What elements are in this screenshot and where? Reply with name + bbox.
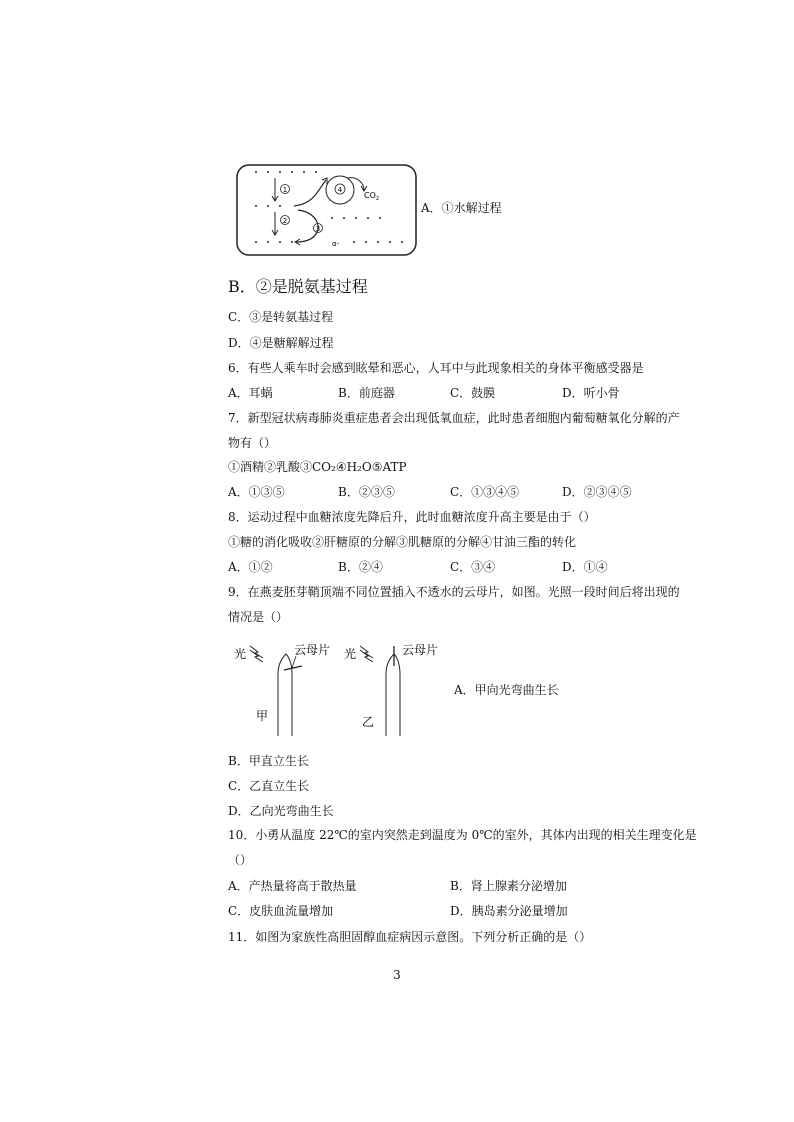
svg-text:1: 1 — [282, 186, 288, 194]
co2-label: $CO_2$ — [364, 191, 380, 202]
q5-option-b: B．②是脱氨基过程 — [228, 277, 368, 296]
q5-option-d: D．④是糖解解过程 — [228, 336, 334, 350]
q10-option-b: B．肾上腺素分泌增加 — [450, 879, 567, 893]
alpha-label: α- — [332, 240, 340, 248]
mica-label-jia: 云母片 — [294, 643, 331, 657]
q9-option-c: C．乙直立生长 — [228, 779, 310, 793]
q8-option-b: B．②④ — [338, 560, 383, 574]
page-number: 3 — [393, 968, 401, 982]
q5-option-a: A．①水解过程 — [421, 201, 502, 215]
light-label-yi: 光 — [344, 647, 357, 661]
svg-text:2: 2 — [282, 217, 288, 225]
q9-option-a: A．甲向光弯曲生长 — [454, 683, 559, 697]
q7-option-d: D．②③④⑤ — [562, 485, 632, 499]
q7-option-c: C．①③④⑤ — [450, 485, 520, 499]
q8-stem: 8．运动过程中血糖浓度先降后升，此时血糖浓度升高主要是由于（） — [228, 510, 596, 524]
q8-items: ①糖的消化吸收②肝糖原的分解③肌糖原的分解④甘油三酯的转化 — [228, 535, 577, 549]
q7-items: ①酒精②乳酸③CO₂④H₂O⑤ATP — [228, 460, 407, 474]
q7-stem-1: 7．新型冠状病毒肺炎重症患者会出现低氧血症，此时患者细胞内葡萄糖氧化分解的产 — [228, 411, 680, 425]
q9-stem-1: 9．在燕麦胚芽鞘顶端不同位置插入不透水的云母片，如图。光照一段时间后将出现的 — [228, 585, 680, 599]
svg-text:4: 4 — [337, 186, 343, 194]
q6-option-b: B．前庭器 — [338, 386, 395, 400]
q7-option-b: B．②③⑤ — [338, 485, 395, 499]
label-jia: 甲 — [256, 709, 269, 723]
mica-label-yi: 云母片 — [402, 643, 439, 657]
q10-option-d: D．胰岛素分泌量增加 — [450, 904, 568, 918]
q6-option-a: A．耳蜗 — [228, 386, 273, 400]
q6-option-c: C．鼓膜 — [450, 386, 496, 400]
metabolism-diagram — [236, 162, 418, 258]
q11-stem: 11．如图为家族性高胆固醇血症病因示意图。下列分析正确的是（） — [228, 930, 592, 944]
light-label-jia: 光 — [234, 647, 247, 661]
q9-option-b: B．甲直立生长 — [228, 754, 309, 768]
q10-option-a: A．产热量将高于散热量 — [228, 879, 357, 893]
q9-stem-2: 情况是（） — [228, 610, 289, 624]
q5-option-c: C．③是转氨基过程 — [228, 310, 334, 324]
label-yi: 乙 — [362, 715, 375, 729]
q7-stem-2: 物有（） — [228, 436, 277, 450]
coleoptile-diagram — [228, 636, 448, 744]
q6-option-d: D．听小骨 — [562, 386, 620, 400]
q10-option-c: C．皮肤血流量增加 — [228, 904, 334, 918]
q10-stem-2: （） — [228, 853, 253, 867]
q6-stem: 6．有些人乘车时会感到眩晕和恶心，人耳中与此现象相关的身体平衡感受器是 — [228, 361, 644, 375]
q10-stem-1: 10．小勇从温度 22℃的室内突然走到温度为 0℃的室外，其体内出现的相关生理变化是 — [228, 828, 697, 842]
q8-option-d: D．①④ — [562, 560, 608, 574]
q8-option-a: A．①② — [228, 560, 273, 574]
q8-option-c: C．③④ — [450, 560, 496, 574]
q7-option-a: A．①③⑤ — [228, 485, 285, 499]
svg-text:3: 3 — [315, 225, 321, 233]
q9-option-d: D．乙向光弯曲生长 — [228, 804, 334, 818]
